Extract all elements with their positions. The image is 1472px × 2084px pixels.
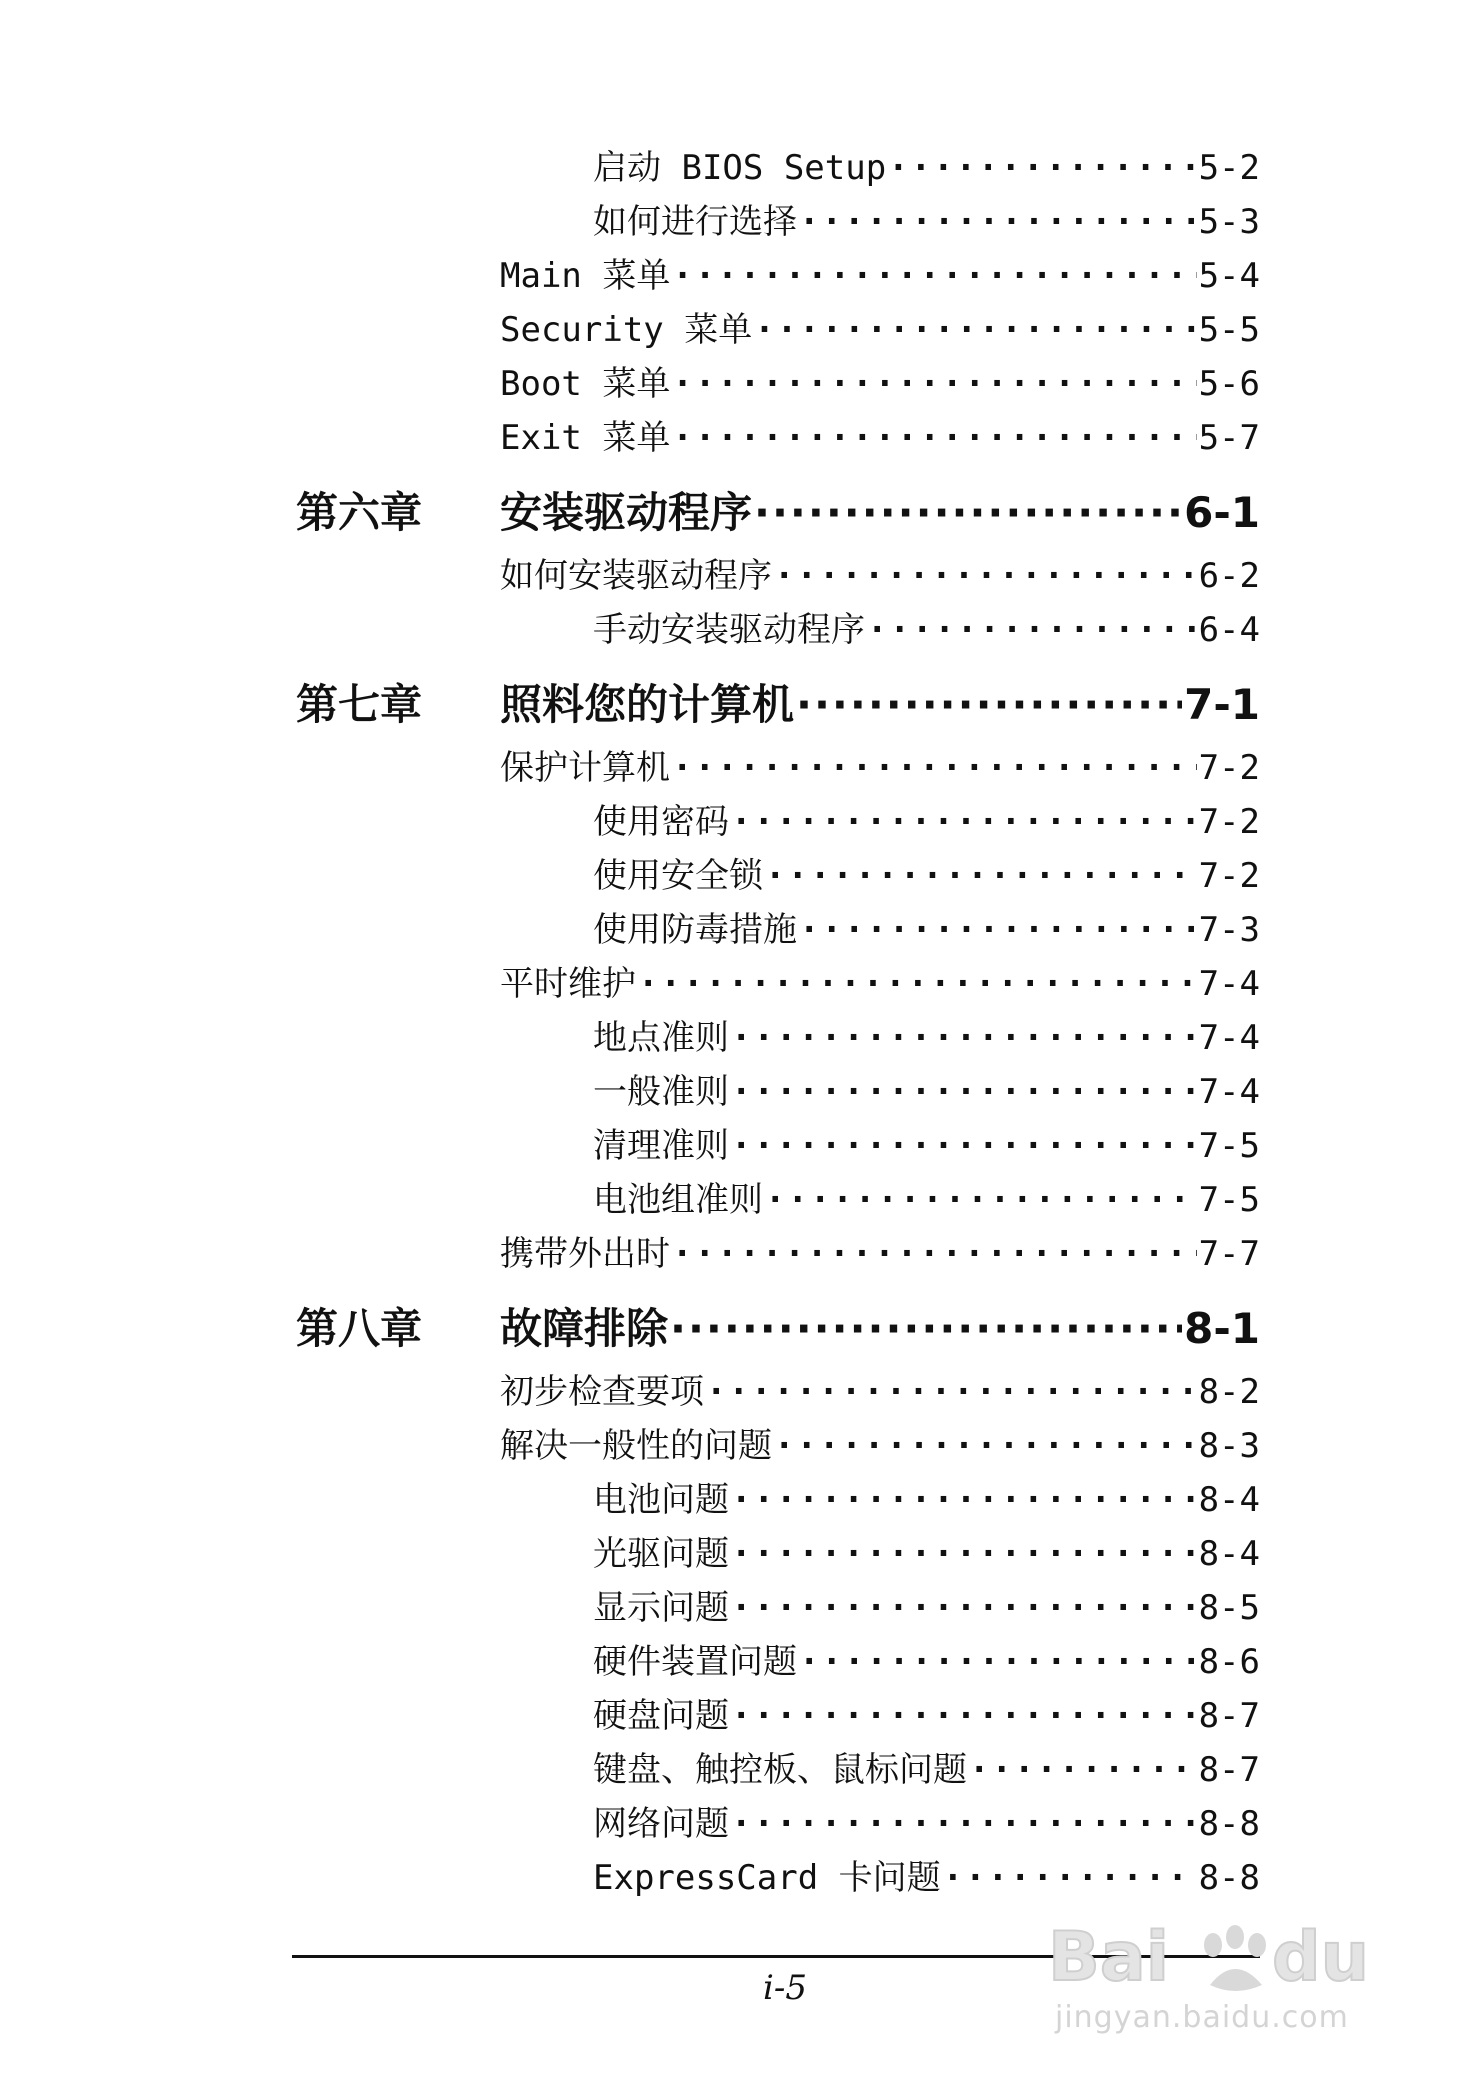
toc-entry-page: 6-4 [1198,610,1260,650]
toc-entry[interactable] [500,410,1260,460]
toc-entry-page: 6-2 [1198,556,1260,596]
dot-leader [765,856,1197,896]
dot-leader [731,1696,1197,1736]
toc-entry[interactable] [593,1172,1260,1222]
toc-entry-title: 使用防毒措施 [593,910,797,950]
dot-leader [799,202,1197,242]
dot-leader [867,610,1197,650]
toc-entry-page: 7-2 [1198,748,1260,788]
toc-entry-title: 电池组准则 [593,1180,763,1220]
chapter-label: 第七章 [296,680,423,729]
dot-leader [731,1480,1197,1520]
toc-entry-title: 硬件装置问题 [593,1642,797,1682]
toc-entry[interactable] [593,1064,1260,1114]
toc-chapter-entry[interactable] [500,480,1260,536]
dot-leader [796,680,1182,729]
dot-leader [672,748,1197,788]
toc-entry-page: 8-4 [1198,1480,1260,1520]
toc-entry-page: 8-7 [1198,1696,1260,1736]
page-number: i-5 [763,1968,807,2008]
toc-entry[interactable] [593,902,1260,952]
toc-entry-page: 7-2 [1198,856,1260,896]
toc-entry[interactable] [593,140,1260,190]
toc-entry[interactable] [593,1850,1260,1900]
toc-entry[interactable] [593,1742,1260,1792]
toc-entry-page: 7-4 [1198,1072,1260,1112]
toc-entry-title: 安装驱动程序 [500,488,753,537]
toc-entry[interactable] [593,794,1260,844]
toc-entry-page: 8-1 [1184,1304,1260,1353]
chapter-label: 第六章 [296,488,423,537]
svg-text:du: du [1272,1918,1370,1997]
toc-entry-title: 平时维护 [500,964,636,1004]
toc-entry-title: 使用密码 [593,802,729,842]
toc-entry-page: 5-5 [1198,310,1260,350]
dot-leader [774,556,1197,596]
toc-entry[interactable] [500,1418,1260,1468]
toc-entry[interactable] [500,302,1260,352]
toc-entry-page: 8-2 [1198,1372,1260,1412]
toc-entry-title: 硬盘问题 [593,1696,729,1736]
watermark-url: jingyan.baidu.com [1055,2000,1349,2035]
toc-entry-title: 键盘、触控板、鼠标问题 [593,1750,967,1790]
toc-entry-page: 8-7 [1198,1750,1260,1790]
toc-entry-page: 7-2 [1198,802,1260,842]
toc-entry-title: 照料您的计算机 [500,680,795,729]
toc-entry-title: 初步检查要项 [500,1372,704,1412]
toc-entry-page: 7-5 [1198,1126,1260,1166]
dot-leader [672,256,1196,296]
toc-entry-title: Security 菜单 [500,310,753,350]
toc-entry[interactable] [500,248,1260,298]
toc-entry-title: 如何进行选择 [593,202,797,242]
toc-entry-title: 保护计算机 [500,748,670,788]
dot-leader [731,1072,1197,1112]
toc-entry-page: 5-7 [1198,418,1260,458]
toc-entry[interactable] [593,194,1260,244]
toc-chapter-entry[interactable] [500,1296,1260,1352]
toc-entry-title: 电池问题 [593,1480,729,1520]
dot-leader [672,418,1196,458]
toc-entry[interactable] [593,1472,1260,1522]
dot-leader [774,1426,1197,1466]
toc-entry-page: 6-1 [1184,488,1260,537]
toc-entry-title: 手动安装驱动程序 [593,610,865,650]
toc-entry-title: 清理准则 [593,1126,729,1166]
dot-leader [672,364,1196,404]
dot-leader [731,1804,1197,1844]
toc-entry-page: 8-8 [1198,1858,1260,1898]
dot-leader [799,1642,1197,1682]
toc-entry-page: 5-6 [1198,364,1260,404]
toc-entry-title: 网络问题 [593,1804,729,1844]
toc-entry-title: 故障排除 [500,1304,669,1353]
toc-entry-title: 地点准则 [593,1018,729,1058]
dot-leader [888,148,1196,188]
dot-leader [731,802,1197,842]
chapter-label: 第八章 [296,1304,423,1353]
toc-entry-page: 7-4 [1198,1018,1260,1058]
toc-entry[interactable] [500,356,1260,406]
toc-entry-page: 8-8 [1198,1804,1260,1844]
dot-leader [670,1304,1182,1353]
dot-leader [943,1858,1197,1898]
dot-leader [754,310,1196,350]
dot-leader [731,1126,1197,1166]
dot-leader [765,1180,1197,1220]
toc-entry[interactable] [593,1634,1260,1684]
toc-entry-title: Exit 菜单 [500,418,671,458]
toc-entry[interactable] [593,1688,1260,1738]
toc-entry-title: 启动 BIOS Setup [593,148,887,188]
toc-entry[interactable] [593,848,1260,898]
toc-entry-title: Main 菜单 [500,256,671,296]
toc-entry[interactable] [593,1010,1260,1060]
dot-leader [672,1234,1197,1274]
dot-leader [754,488,1182,537]
toc-entry[interactable] [500,1364,1260,1414]
toc-entry[interactable] [500,548,1260,598]
toc-entry-title: 解决一般性的问题 [500,1426,772,1466]
toc-entry-page: 8-5 [1198,1588,1260,1628]
toc-entry-page: 7-7 [1198,1234,1260,1274]
toc-entry-title: ExpressCard 卡问题 [593,1858,941,1898]
toc-entry-page: 8-4 [1198,1534,1260,1574]
dot-leader [731,1534,1197,1574]
toc-entry[interactable] [500,956,1260,1006]
toc-entry-page: 7-4 [1198,964,1260,1004]
toc-entry[interactable] [593,1118,1260,1168]
toc-entry-title: 使用安全锁 [593,856,763,896]
toc-entry[interactable] [593,1580,1260,1630]
toc-entry-title: 携带外出时 [500,1234,670,1274]
dot-leader [731,1588,1197,1628]
toc-entry-page: 5-2 [1198,148,1260,188]
dot-leader [638,964,1197,1004]
toc-entry-title: 如何安装驱动程序 [500,556,772,596]
toc-entry-page: 7-1 [1184,680,1260,729]
toc-entry-title: 光驱问题 [593,1534,729,1574]
toc-entry-page: 8-3 [1198,1426,1260,1466]
toc-entry-page: 7-5 [1198,1180,1260,1220]
toc-entry[interactable] [593,602,1260,652]
toc-entry-title: 显示问题 [593,1588,729,1628]
dot-leader [706,1372,1197,1412]
toc-entry-page: 7-3 [1198,910,1260,950]
toc-entry[interactable] [593,1526,1260,1576]
toc-entry-page: 8-6 [1198,1642,1260,1682]
toc-entry[interactable] [500,740,1260,790]
toc-entry[interactable] [500,1226,1260,1276]
toc-entry-page: 5-4 [1198,256,1260,296]
dot-leader [969,1750,1197,1790]
svg-text:Bai: Bai [1048,1918,1170,1997]
toc-entry-title: Boot 菜单 [500,364,671,404]
dot-leader [799,910,1197,950]
dot-leader [731,1018,1197,1058]
toc-entry-title: 一般准则 [593,1072,729,1112]
toc-entry[interactable] [593,1796,1260,1846]
toc-chapter-entry[interactable] [500,672,1260,728]
toc-entry-page: 5-3 [1198,202,1260,242]
